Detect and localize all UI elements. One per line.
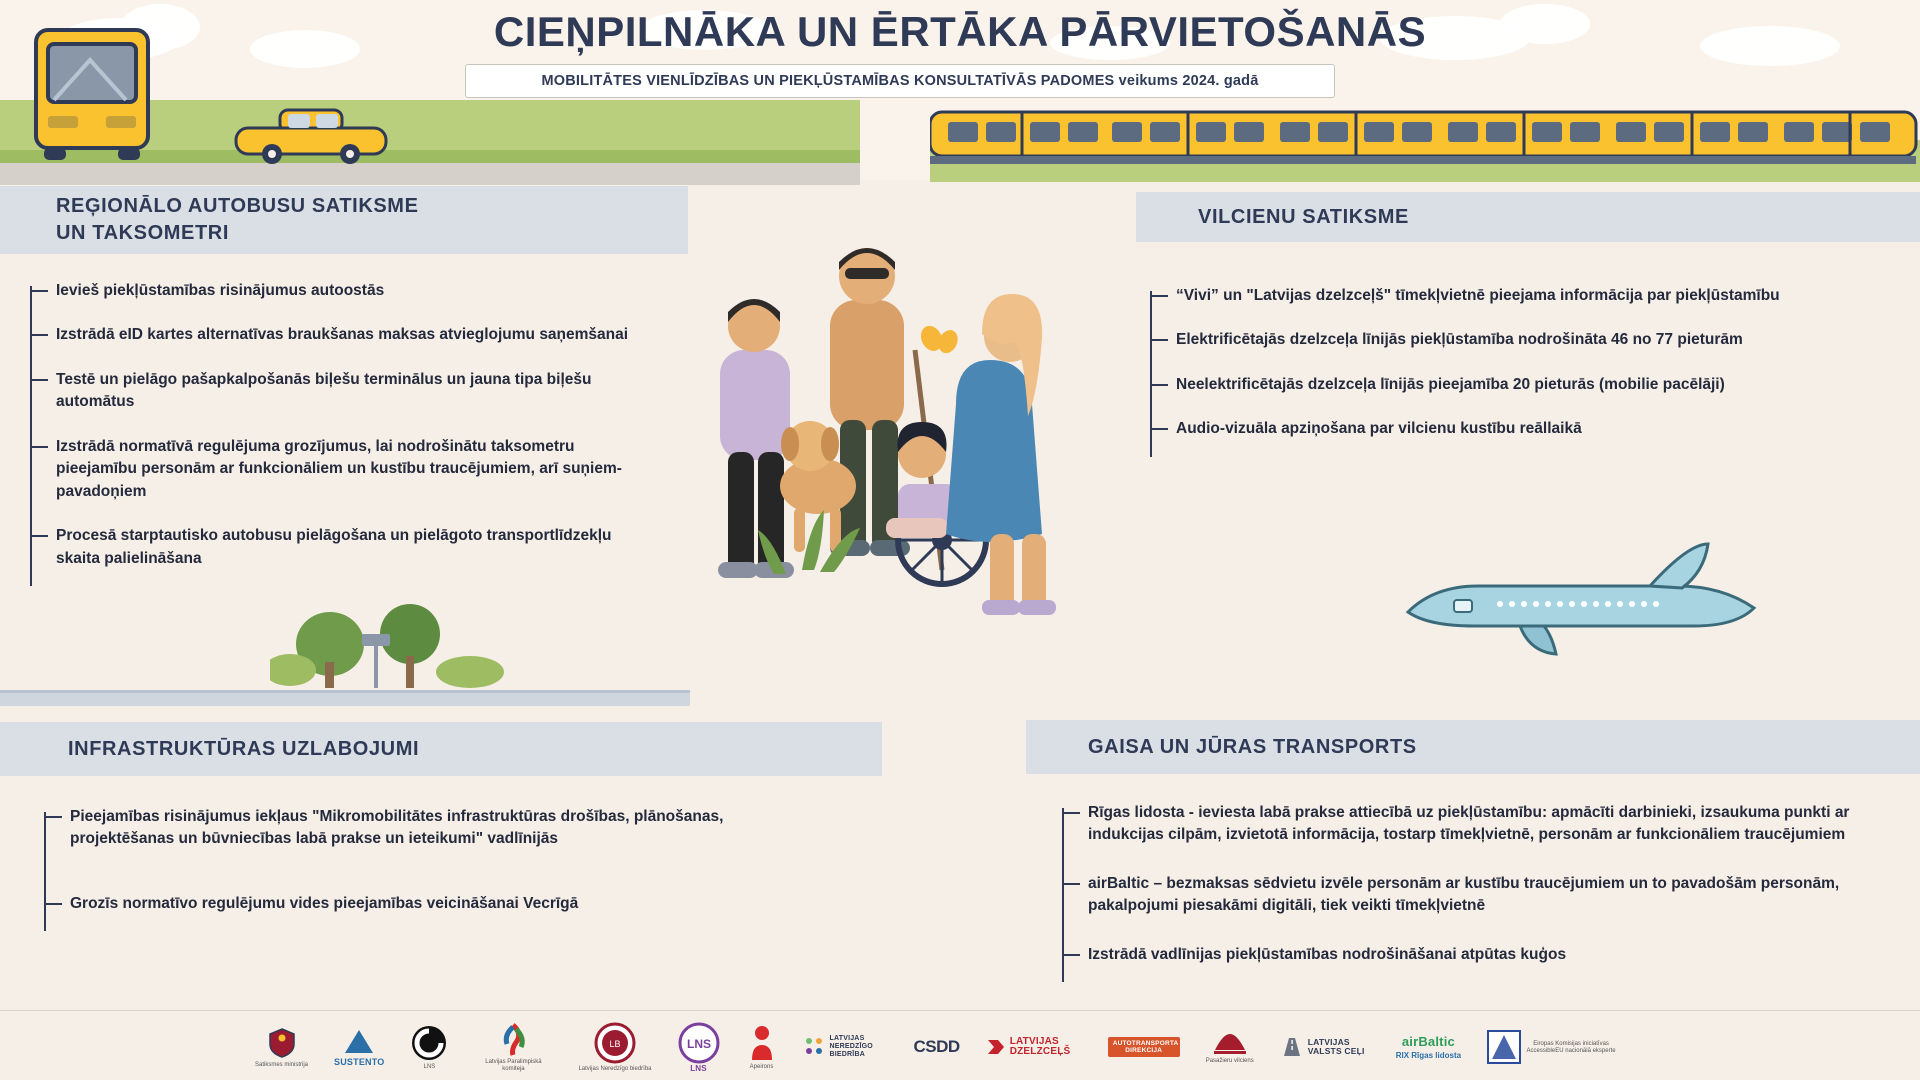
- spiral-icon: [410, 1024, 448, 1062]
- logo-lns: [678, 1022, 720, 1073]
- section-header-infrastructure: [0, 722, 882, 776]
- list-item: Grozīs normatīvo regulējumu vides pieejamības veicināšanai Vecrīgā: [44, 893, 784, 915]
- lns-icon: [678, 1022, 720, 1064]
- logo-caption: RIX Rīgas lidosta: [1395, 1050, 1462, 1060]
- list-air-sea: [1062, 802, 1872, 988]
- logo-accessible-eu: [1487, 1030, 1616, 1064]
- logo-mark: CSDD: [913, 1037, 960, 1056]
- section-header-train: [1136, 192, 1920, 242]
- list-item: Izstrādā eID kartes alternatīvas braukšanas maksas atvieglojumu saņemšanai: [30, 324, 650, 346]
- page-title: CIEŅPILNĀKA UN ĒRTĀKA PĀRVIETOŠANĀS: [493, 8, 1427, 55]
- logo-latvijas-valsts-celi: [1280, 1036, 1370, 1058]
- logo-caption: Latvijas Neredzīgo biedrība: [578, 1065, 652, 1072]
- seal-icon: [594, 1022, 636, 1064]
- logo-mark: airBaltic: [1401, 1033, 1455, 1049]
- list-infrastructure: [44, 806, 784, 937]
- list-item: Pieejamības risinājumus iekļaus "Mikromobilitātes infrastruktūras drošības, plānošanas, projektēšanas un būvniecības labā prakse un ieteikumi" vadlīnijās: [44, 806, 784, 851]
- train-illustration: [930, 108, 1920, 170]
- eu-flag-icon: [1487, 1030, 1521, 1064]
- paralympic-icon: [496, 1021, 530, 1057]
- logo-apeirons: [410, 1024, 448, 1071]
- list-item: airBaltic – bezmaksas sēdvietu izvēle personām ar kustību traucējumiem un to pavadošām personām, pakalpojumi piesakāmi digitāli, tiek veikti tīmekļvietnē: [1062, 873, 1872, 918]
- list-item: Izstrādā normatīvā regulējuma grozījumus, lai nodrošinātu taksometru pieejamību personām ar funkcionāliem un kustību traucējumiem, arī suņiem-pavadoņiem: [30, 436, 650, 503]
- logo-satiksmes-ministrija: [255, 1026, 308, 1069]
- svg-text:LB: LB: [609, 1038, 621, 1049]
- section-title-bus-line1: REĢIONĀLO AUTOBUSU SATIKSME: [56, 195, 419, 217]
- section-title-train: VILCIENU SATIKSME: [1198, 205, 1409, 228]
- road-icon: [1280, 1036, 1304, 1058]
- list-item: Rīgas lidosta - ieviesta labā prakse attiecībā uz piekļūstamību: apmācīti darbinieki, izsaukuma punkti ar indukcijas cilpām, izvietotā informācija, tostarp tīmekļvietnē, personām ar funkcionāliem traucējumiem: [1062, 802, 1872, 847]
- list-item: Procesā starptautisko autobusu pielāgošana un pielāgoto transportlīdzekļu skaita palielināšana: [30, 525, 650, 570]
- logo-mark: LATVIJAS DZELZCEĻŠ: [1009, 1036, 1071, 1057]
- section-title-bus-line2: UN TAKSOMETRI: [56, 222, 229, 244]
- logo-airbaltic-rix: [1396, 1034, 1461, 1060]
- logo-mark: LNS: [690, 1063, 707, 1073]
- logo-paralimpiska-komiteja: [474, 1021, 552, 1073]
- list-item: Elektrificētajās dzelzceļa līnijās piekļūstamība nodrošināta 46 no 77 pieturām: [1150, 329, 1870, 351]
- logo-mark: AUTOTRANSPORTA DIREKCIJA: [1112, 1039, 1179, 1054]
- train-logo-icon: [1212, 1030, 1248, 1056]
- section-header-bus: [0, 186, 688, 254]
- logo-mark: LATVIJAS NEREDZĪGO BIEDRĪBA: [829, 1035, 873, 1058]
- section-title-air-sea: GAISA UN JŪRAS TRANSPORTS: [1088, 735, 1417, 758]
- person-icon: [746, 1024, 778, 1062]
- logo-pasazieru-vilciens: [1206, 1030, 1254, 1065]
- list-bus: [30, 280, 650, 592]
- section-header-air-sea: [1026, 720, 1920, 774]
- list-train: [1150, 285, 1870, 463]
- logo-caption: Satiksmes ministrija: [255, 1061, 309, 1068]
- logo-caption: Apeirons: [749, 1063, 774, 1070]
- sustento-icon: [342, 1027, 376, 1057]
- logo-caption: Eiropas Komisijas iniciatīvas AccessibleEU nacionālā eksperte: [1526, 1041, 1616, 1054]
- section-title-infrastructure: INFRASTRUKTŪRAS UZLABOJUMI: [68, 737, 420, 760]
- logo-latvijas-dzelzcels: [986, 1037, 1082, 1057]
- subtitle-banner: MOBILITĀTES VIENLĪDZĪBAS UN PIEKĻŪSTAMĪBAS KONSULTATĪVĀS PADOMES veikums 2024. gadā: [465, 64, 1335, 98]
- logo-mark: LATVIJAS VALSTS CEĻI: [1307, 1036, 1365, 1056]
- list-item: Neelektrificētajās dzelzceļa līnijās pieejamība 20 pieturās (mobilie pacēlāji): [1150, 374, 1870, 396]
- airplane-illustration: [1400, 540, 1770, 660]
- list-item: “Vivi” un "Latvijas dzelzceļš" tīmekļvietnē pieejama informācija par piekļūstamību: [1150, 285, 1870, 307]
- logo-sustento: [334, 1027, 384, 1067]
- logo-caption: Latvijas Paralimpiskā komiteja: [485, 1059, 542, 1072]
- logo-red-figure: [746, 1024, 778, 1071]
- logo-caption: LNS: [423, 1063, 436, 1070]
- logo-csdd: [914, 1037, 960, 1057]
- trees-illustration: [270, 600, 520, 690]
- logo-autotransporta-direkcija: [1108, 1037, 1180, 1058]
- list-item: Ievieš piekļūstamības risinājumus autoostās: [30, 280, 650, 302]
- rail-chevron-icon: [986, 1038, 1006, 1056]
- road-band: [0, 163, 860, 185]
- people-illustration: [690, 240, 1130, 640]
- svg-text:LNS: LNS: [686, 1036, 711, 1051]
- list-item: Testē un pielāgo pašapkalpošanās biļešu terminālus un jauna tipa biļešu automātus: [30, 369, 650, 414]
- taxi-illustration: [232, 108, 390, 168]
- list-item: Audio-vizuāla apziņošana par vilcienu kustību reāllaikā: [1150, 418, 1870, 440]
- list-item: Izstrādā vadlīnijas piekļūstamības nodrošināšanai atpūtas kuģos: [1062, 944, 1872, 966]
- coat-of-arms-icon: [265, 1026, 299, 1060]
- logo-caption: Pasažieru vilciens: [1205, 1057, 1254, 1064]
- logo-neredzigo-biedriba-seal: [578, 1022, 651, 1073]
- partner-logos: [255, 1016, 1695, 1078]
- road-strip: [0, 690, 690, 706]
- logo-mark: SUSTENTO: [334, 1057, 385, 1067]
- logo-latvijas-neredzigo-biedriba: [804, 1035, 888, 1058]
- braille-dots-icon: [804, 1036, 826, 1058]
